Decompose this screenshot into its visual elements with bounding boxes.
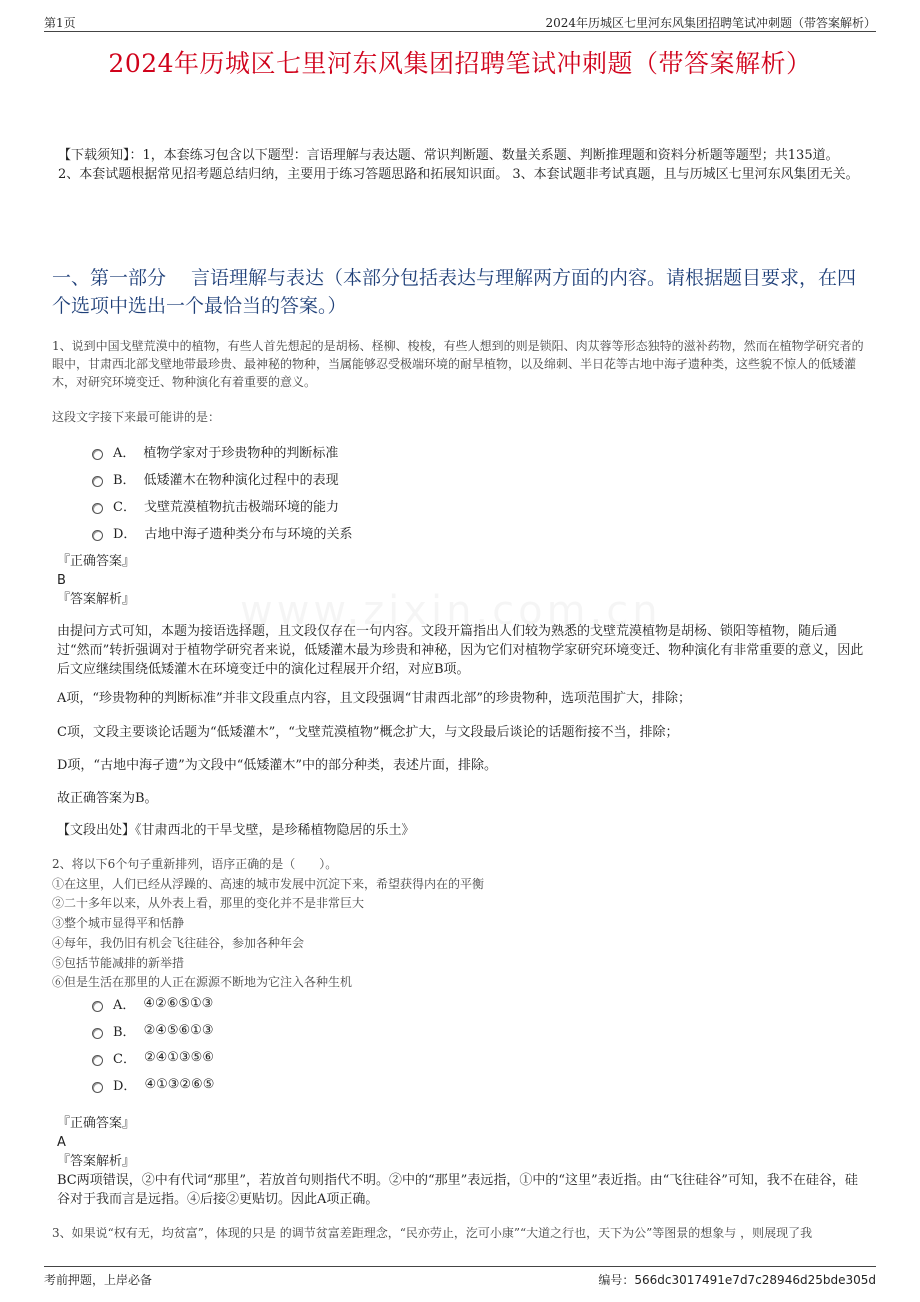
- option-text: 植物学家对于珍贵物种的判断标准: [143, 446, 339, 461]
- sentence-item: ①在这里，人们已经从浮躁的、高速的城市发展中沉淀下来，希望获得内在的平衡: [52, 876, 485, 891]
- option-letter: C．: [113, 500, 136, 515]
- option-d[interactable]: [92, 1071, 214, 1098]
- option-letter: C．: [113, 1052, 136, 1067]
- correct-answer: A: [57, 1135, 66, 1150]
- question-3-stem: 3、如果说“权有无，均贫富”，体现的只是 的调节贫富差距理念，“民亦劳止，汔可小康”“大道之行也，天下为公”等图景的想象与 ，则展现了我: [52, 1226, 813, 1240]
- option-d[interactable]: [92, 519, 352, 546]
- option-text: ④②⑥⑤①③: [143, 996, 214, 1011]
- footer-slogan: 考前押题，上岸必备: [44, 1273, 153, 1287]
- footer-code: [598, 1271, 876, 1288]
- question-1-prompt: 这段文字接下来最可能讲的是：: [52, 410, 221, 424]
- option-text: 古地中海孑遗种类分布与环境的关系: [144, 527, 353, 542]
- page-number: 第1页: [44, 16, 76, 30]
- correct-answer: B: [57, 573, 66, 588]
- source-citation: 【文段出处】《甘肃西北的干旱戈壁，是珍稀植物隐居的乐土》: [57, 823, 415, 838]
- question-1-stem: 1、说到中国戈壁荒漠中的植物，有些人首先想起的是胡杨、柽柳、梭梭，有些人想到的则是锁阳、肉苁蓉等形态独特的滋补药物，然而在植物学研究者的眼中，甘肃西北部戈壁地带最珍贵、最神秘的物种，当属能够忍受极端环境的耐旱植物，以及绵刺、半日花等古地中海孑遗种类，这些貌不惊人的低矮灌木，对研究环境变迁、物种演化有着重要的意义。: [52, 339, 864, 389]
- option-letter: B．: [113, 1025, 136, 1040]
- option-letter: D．: [113, 527, 137, 542]
- option-text: ②④⑤⑥①③: [143, 1023, 214, 1038]
- option-b[interactable]: [92, 465, 352, 492]
- answer-label: 『正确答案』: [57, 554, 136, 569]
- radio-button-icon[interactable]: [92, 476, 103, 487]
- question-2: [52, 855, 868, 993]
- sentence-item: ④每年，我仍旧有机会飞往硅谷，参加各种年会: [52, 935, 305, 950]
- sentence-item: ⑥但是生活在那里的人正在源源不断地为它注入各种生机: [52, 975, 353, 990]
- header-doc-title: 2024年历城区七里河东风集团招聘笔试冲刺题（带答案解析）: [545, 16, 876, 30]
- question-2-answer-block: [57, 1114, 868, 1209]
- option-text: 低矮灌木在物种演化过程中的表现: [143, 473, 339, 488]
- analysis-paragraph: D项，“古地中海孑遗”为文段中“低矮灌木”中的部分种类，表述片面，排除。: [57, 758, 498, 773]
- download-notice: 【下载须知】：1，本套练习包含以下题型：言语理解与表达题、常识判断题、数量关系题、判断推理题和资料分析题等题型；共135道。 2、本套试题根据常见招考题总结归纳，主要用于练习答题思路和拓展知识面。 3、本套试题非考试真题，且与历城区七里河东风集团无关。: [58, 148, 859, 182]
- radio-button-icon[interactable]: [92, 530, 103, 541]
- radio-button-icon[interactable]: [92, 1082, 103, 1093]
- page-footer: [44, 1266, 876, 1290]
- option-text: ②④①③⑤⑥: [143, 1050, 214, 1065]
- option-text: ④①③②⑥⑤: [144, 1077, 215, 1092]
- question-1-options: [92, 438, 352, 546]
- analysis-paragraph: A项，“珍贵物种的判断标准”并非文段重点内容，且文段强调“甘肃西北部”的珍贵物种，选项范围扩大，排除；: [57, 691, 691, 706]
- radio-button-icon[interactable]: [92, 503, 103, 514]
- sentence-item: ③整个城市显得平和恬静: [52, 916, 185, 931]
- page-header: [44, 12, 876, 32]
- radio-button-icon[interactable]: [92, 449, 103, 460]
- option-c[interactable]: [92, 1044, 214, 1071]
- analysis-paragraph: 故正确答案为B。: [57, 791, 158, 806]
- option-letter: B．: [113, 473, 136, 488]
- analysis-label: 『答案解析』: [57, 1154, 136, 1169]
- question-2-options: [92, 990, 214, 1098]
- radio-button-icon[interactable]: [92, 1055, 103, 1066]
- analysis-paragraph: 由提问方式可知，本题为接语选择题，且文段仅存在一句内容。文段开篇指出人们较为熟悉的戈壁荒漠植物是胡杨、锁阳等植物，随后通过“然而”转折强调对于植物学研究者来说，低矮灌木最为珍贵和神秘，因为它们对植物学家研究环境变迁、物种演化有非常重要的意义，因此后文应继续围绕低矮灌木在环境变迁中的演化过程展开介绍，对应B项。: [57, 624, 864, 677]
- option-letter: D．: [113, 1079, 137, 1094]
- section-title: 一、第一部分 言语理解与表达（本部分包括表达与理解两方面的内容。请根据题目要求，在四个选项中选出一个最恰当的答案。）: [52, 267, 857, 317]
- option-b[interactable]: [92, 1017, 214, 1044]
- question-1-answer-block: [57, 552, 868, 609]
- analysis-paragraph: BC两项错误，②中有代词“那里”，若放首句则指代不明。②中的“那里”表远指，①中的“这里”表近指。由“飞往硅谷”可知，我不在硅谷，硅谷对于我而言是远指。④后接②更贴切。因此A项正确。: [57, 1173, 858, 1207]
- sentence-item: ⑤包括节能减排的新举措: [52, 955, 185, 970]
- radio-button-icon[interactable]: [92, 1028, 103, 1039]
- radio-button-icon[interactable]: [92, 1001, 103, 1012]
- option-a[interactable]: [92, 438, 352, 465]
- footer-code-label: 编号：: [598, 1273, 635, 1287]
- question-2-stem: 2、将以下6个句子重新排列，语序正确的是（ ）。: [52, 857, 338, 871]
- analysis-label: 『答案解析』: [57, 592, 136, 607]
- option-letter: A．: [113, 998, 136, 1013]
- footer-code-value: 566dc3017491e7d7c28946d25bde305d: [634, 1273, 876, 1287]
- option-letter: A．: [113, 446, 136, 461]
- sentence-item: ②二十多年以来，从外表上看，那里的变化并不是非常巨大: [52, 896, 365, 911]
- document-title: 2024年历城区七里河东风集团招聘笔试冲刺题（带答案解析）: [108, 49, 812, 78]
- option-text: 戈壁荒漠植物抗击极端环境的能力: [143, 500, 339, 515]
- option-a[interactable]: [92, 990, 214, 1017]
- analysis-paragraph: C项，文段主要谈论话题为“低矮灌木”，“戈壁荒漠植物”概念扩大，与文段最后谈论的话题衔接不当，排除；: [57, 725, 679, 740]
- option-c[interactable]: [92, 492, 352, 519]
- answer-label: 『正确答案』: [57, 1116, 136, 1131]
